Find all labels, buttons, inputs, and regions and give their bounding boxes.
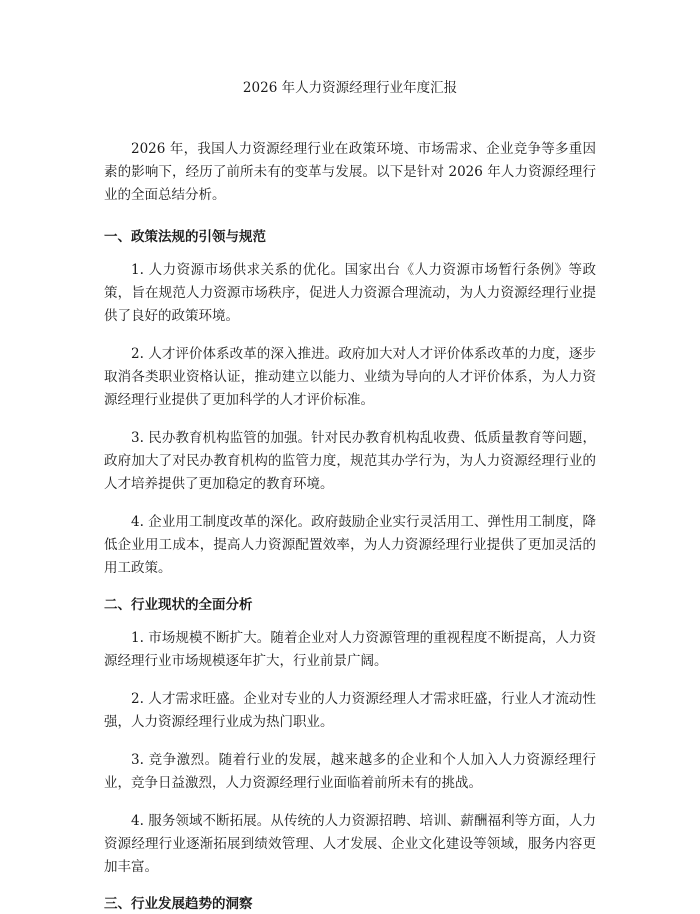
section-2-item-1: 1. 市场规模不断扩大。随着企业对人力资源管理的重视程度不断提高，人力资源经理行业市场规模逐年扩大，行业前景广阔。: [104, 630, 596, 669]
intro-paragraph: 2026 年，我国人力资源经理行业在政策环境、市场需求、企业竞争等多重因素的影响下，经历了前所未有的变革与发展。以下是针对 2026 年人力资源经理行业的全面总结分析。: [104, 141, 596, 203]
section-1-item-3: 3. 民办教育机构监管的加强。针对民办教育机构乱收费、低质量教育等问题，政府加大了对民办教育机构的监管力度，规范其办学行为，为人力资源经理行业的人才培养提供了更加稳定的教育环境。: [104, 430, 596, 492]
section-2-item-2: 2. 人才需求旺盛。企业对专业的人力资源经理人才需求旺盛，行业人才流动性强，人力资源经理行业成为热门职业。: [104, 691, 596, 730]
section-heading-policy: 一、政策法规的引领与规范: [104, 229, 266, 245]
section-1-item-1: 1. 人力资源市场供求关系的优化。国家出台《人力资源市场暂行条例》等政策，旨在规范人力资源市场秩序，促进人力资源合理流动，为人力资源经理行业提供了良好的政策环境。: [104, 262, 596, 324]
section-heading-status: 二、行业现状的全面分析: [104, 597, 253, 613]
section-2-item-3: 3. 竞争激烈。随着行业的发展，越来越多的企业和个人加入人力资源经理行业，竞争日益激烈，人力资源经理行业面临着前所未有的挑战。: [104, 752, 596, 791]
section-2-item-4: 4. 服务领域不断拓展。从传统的人力资源招聘、培训、薪酬福利等方面，人力资源经理行业逐渐拓展到绩效管理、人才发展、企业文化建设等领域，服务内容更加丰富。: [104, 813, 596, 875]
section-1-item-4: 4. 企业用工制度改革的深化。政府鼓励企业实行灵活用工、弹性用工制度，降低企业用工成本，提高人力资源配置效率，为人力资源经理行业提供了更加灵活的用工政策。: [104, 514, 596, 576]
document-title: 2026 年人力资源经理行业年度汇报: [242, 80, 458, 96]
section-heading-trends: 三、行业发展趋势的洞察: [104, 896, 253, 912]
section-1-item-2: 2. 人才评价体系改革的深入推进。政府加大对人才评价体系改革的力度，逐步取消各类职业资格认证，推动建立以能力、业绩为导向的人才评价体系，为人力资源经理行业提供了更加科学的人才评价标准。: [104, 346, 596, 408]
